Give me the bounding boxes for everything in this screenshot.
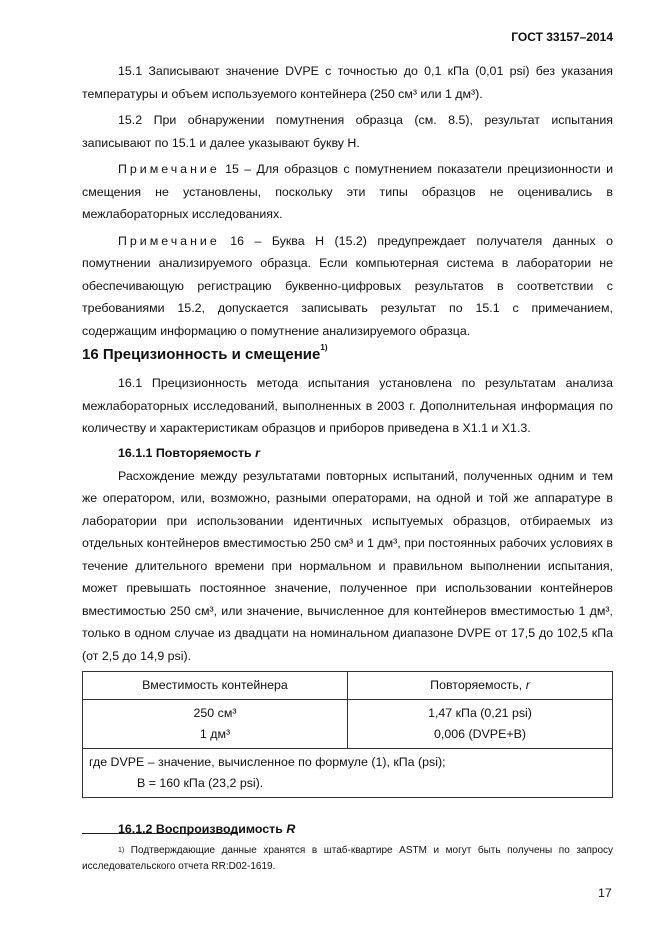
paragraph-15-2: 15.2 При обнаружении помутнения образца (см. 8.5), результат испытания записывают по 15.1 и далее указывают букву Н.: [82, 113, 613, 150]
note-16-label: Примечание: [118, 233, 220, 248]
footnote-ref: 1): [320, 343, 328, 352]
table-note-row: [83, 749, 613, 798]
repeatability-1: 0,006 (DVPE+B): [434, 727, 526, 741]
footnote: [82, 843, 613, 875]
table-header-cell: Вместимость контейнера: [83, 672, 348, 700]
subsection-16-1-2-title: 16.1.2 Воспроизводимость: [118, 822, 287, 836]
footnote-separator: [82, 833, 238, 834]
document-standard-id: ГОСТ 33157–2014: [511, 30, 613, 44]
table-note-line-2: В = 160 кПа (23,2 psi).: [137, 776, 264, 790]
table-cell: [348, 700, 613, 749]
footnote-text: Подтверждающие данные хранятся в штаб-квартире ASTM и могут быть получены по запросу исследовательского отчета RR:D02-1619.: [82, 845, 613, 872]
table-note-cell: [83, 749, 613, 798]
note-15-text: 15 – Для образцов с помутнением показатели прецизионности и смещения не установлены, поскольку эти типы образцов не оценивались в межлабораторных исследованиях.: [82, 162, 613, 221]
section-16-heading: [82, 344, 613, 366]
paragraph-16-1: 16.1 Прецизионность метода испытания установлена по результатам анализа межлабораторных исследований, выполненных в 2003 г. Дополнительная информация по количеству и характеристикам образцов и приборов приведена в Х1.1 и Х1.3.: [82, 376, 613, 435]
subsection-16-1-1-title: 16.1.1 Повторяемость: [118, 445, 256, 460]
variable-r: r: [255, 445, 260, 460]
section-16-title: 16 Прецизионность и смещение: [82, 346, 321, 363]
subsection-16-1-2-heading: [82, 818, 613, 841]
capacity-1: 1 дм³: [199, 727, 231, 741]
note-16-text: 16 – Буква Н (15.2) предупреждает получателя данных о помутнении анализируемого образца. Если компьютерная система в лаборатории не обеспечивающую регистрацию буквенно-цифровых результатов в соответствии с требованиями 15.2, допускается записывать результат по 15.1 с примечанием, содержащим информацию о помутнение анализируемого образца.: [82, 233, 613, 338]
note-15-label: Примечание: [118, 162, 220, 176]
table-header-row: [83, 672, 613, 700]
variable-r: r: [525, 678, 530, 692]
table-header-cell: [348, 672, 613, 700]
note-16: [82, 230, 613, 343]
table-cell: [83, 700, 348, 749]
note-15: [82, 158, 613, 226]
subsection-16-1-1-heading: [82, 442, 613, 465]
table-row: [83, 700, 613, 749]
capacity-250: 250 см³: [193, 706, 237, 720]
repeatability-250: 1,47 кПа (0,21 psi): [428, 706, 532, 720]
page-body: [82, 60, 613, 841]
footnote-marker: 1): [118, 847, 125, 854]
table-header-text: Повторяемость,: [430, 678, 526, 692]
paragraph-15-1: 15.1 Записывают значение DVPE с точностью до 0,1 кПа (0,01 psi) без указания температуры и объем используемого контейнера (250 см³ или 1 дм³).: [82, 64, 613, 101]
variable-R: R: [286, 822, 296, 836]
table-note-line-1: где DVPE – значение, вычисленное по формуле (1), кПа (psi);: [89, 755, 446, 769]
repeatability-table: [82, 671, 613, 798]
paragraph-16-1-1: Расхождение между результатами повторных испытаний, полученных одним и тем же оператором, или, возможно, разными операторами, на одной и той же аппаратуре в лаборатории при использовании идентичных испытуемых образцов, отбираемых из отдельных контейнеров вместимостью 250 см³ и 1 дм³, при постоянных рабочих условиях в течение длительного времени при нормальном и правильном выполнении испытания, может превышать постоянное значение, полученное при использовании контейнеров вместимостью 250 см³, или значение, вычисленное для контейнеров вместимостью 1 дм³, только в одном случае из двадцати на номинальном диапазоне DVPE от 17,5 до 102,5 кПа (от 2,5 до 14,9 psi).: [82, 468, 613, 663]
page-number: 17: [598, 886, 612, 900]
